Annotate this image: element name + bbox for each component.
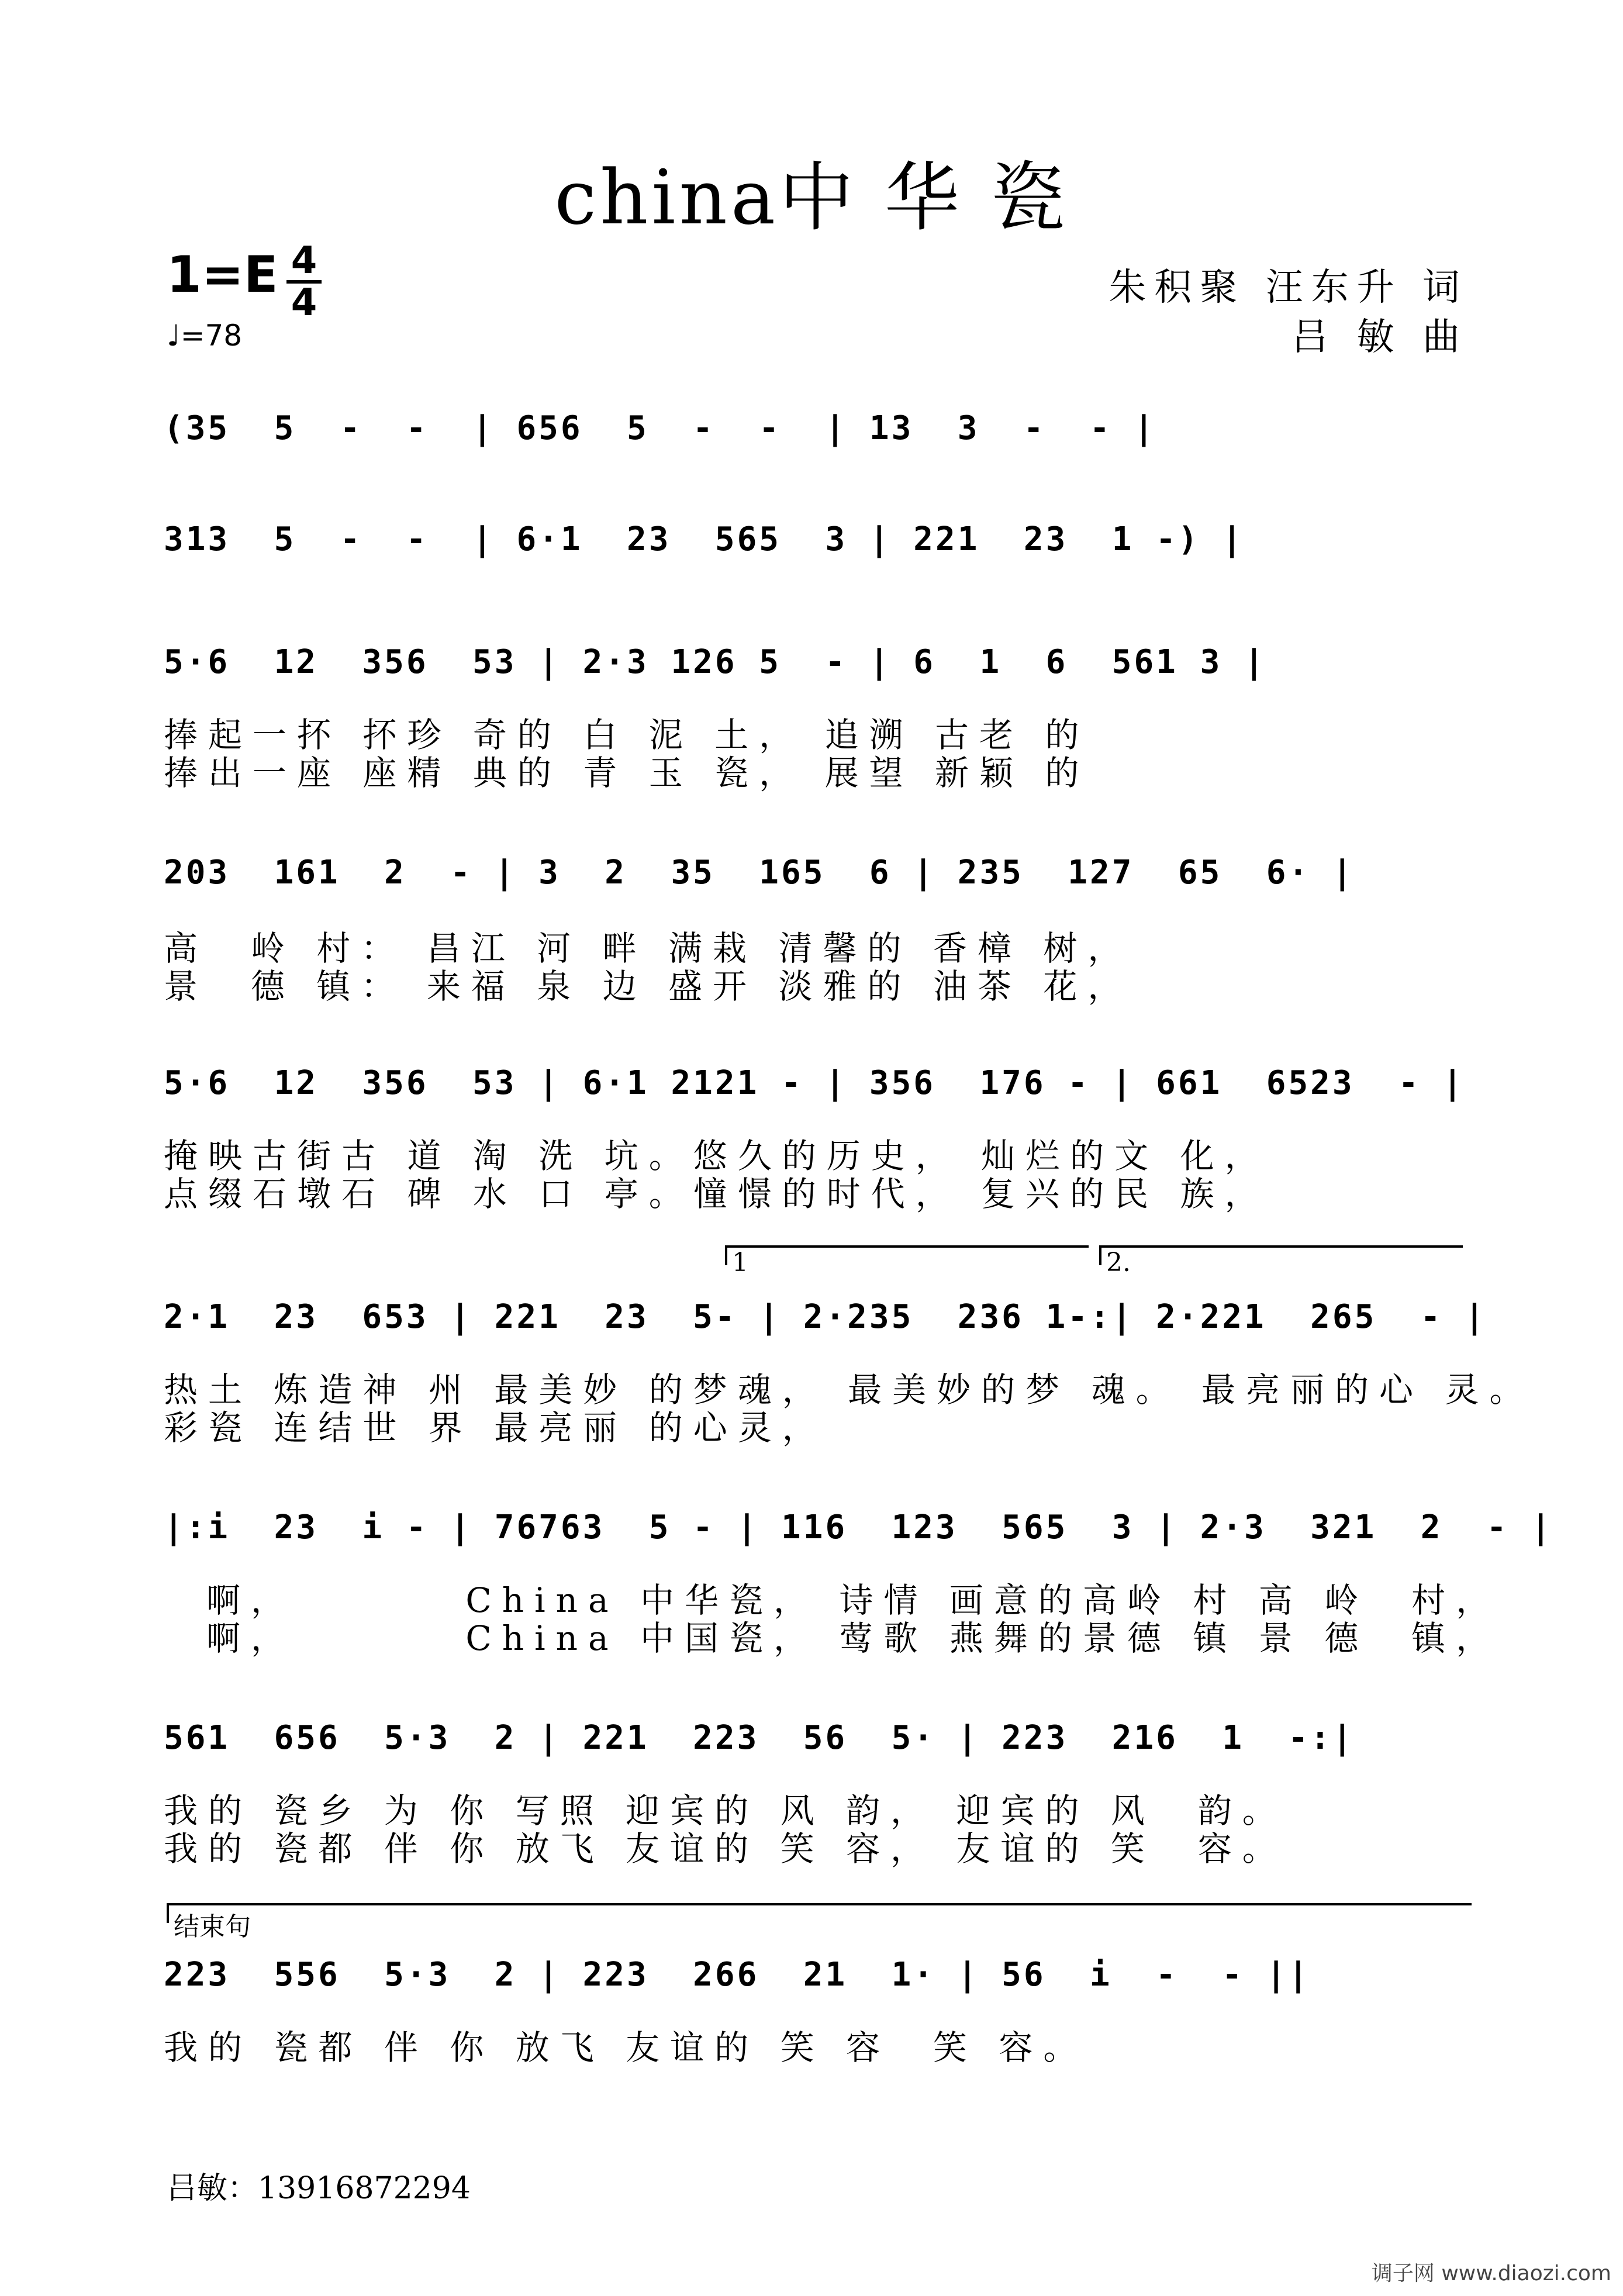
second-ending-bracket: 2. <box>1099 1245 1463 1265</box>
lyrics-verse-2: 我的 瓷都 伴 你 放飞 友谊的 笑 容， 友谊的 笑 容。 <box>164 1829 1287 1869</box>
lyrics-verse-2: 点缀石墩石 碑 水 口 亭。憧憬的时代， 复兴的民 族， <box>164 1174 1269 1214</box>
lyrics-verse-1: 热土 炼造神 州 最美妙 的梦魂， 最美妙的梦 魂。 最亮丽的心 灵。 <box>164 1370 1534 1410</box>
lyricist-credit: 朱积聚 汪东升 词 <box>1109 266 1468 309</box>
first-ending-bracket: 1 <box>725 1245 1089 1265</box>
notes: 203 161 2 - | 3 2 35 165 6 | 235 127 65 6· | <box>164 854 1355 892</box>
tempo-marking: ♩=78 <box>167 319 243 353</box>
song-title: china中 华 瓷 <box>554 154 1069 241</box>
lyrics-verse-1: 我的 瓷都 伴 你 放飞 友谊的 笑 容 笑 容。 <box>164 2028 1088 2067</box>
time-signature <box>286 239 322 324</box>
lyrics-verse-1: 啊， China 中华瓷， 诗情 画意的高岭 村 高 岭 村， <box>164 1580 1501 1620</box>
notes: (35 5 - - | 656 5 - - | 13 3 - - | <box>164 409 1156 447</box>
lyrics-verse-2: 景 德 镇： 来福 泉 边 盛开 淡雅的 油茶 花， <box>164 966 1132 1006</box>
notes: 313 5 - - | 6·1 23 565 3 | 221 23 1 -) | <box>164 520 1245 558</box>
notes: |:i 23 i - | 76763 5 - | 116 123 565 3 | 2·3 321 2 - | <box>164 1508 1553 1546</box>
notes: 561 656 5·3 2 | 221 223 56 5· | 223 216 1 -:| <box>164 1719 1355 1757</box>
lyrics-verse-2: 捧出一座 座精 典的 青 玉 瓷， 展望 新颖 的 <box>164 753 1090 793</box>
time-bottom: 4 <box>291 281 317 324</box>
site-watermark: 调子网 www.diaozi.com <box>1371 2262 1611 2285</box>
notes: 223 556 5·3 2 | 223 266 21 1· | 56 i - - || <box>164 1956 1311 1994</box>
coda-bracket: 结束句 <box>167 1903 1472 1923</box>
lyrics-verse-2: 彩瓷 连结世 界 最亮丽 的心灵， <box>164 1408 827 1448</box>
lyrics-verse-2: 啊， China 中国瓷， 莺歌 燕舞的景德 镇 景 德 镇， <box>164 1618 1501 1658</box>
lyrics-verse-1: 我的 瓷乡 为 你 写照 迎宾的 风 韵， 迎宾的 风 韵。 <box>164 1791 1287 1831</box>
notes: 5·6 12 356 53 | 6·1 2121 - | 356 176 - | 661 6523 - | <box>164 1064 1465 1102</box>
contact-footer: 吕敏：13916872294 <box>167 2171 471 2206</box>
key-signature: 1=E <box>167 246 278 304</box>
time-top: 4 <box>291 239 317 282</box>
lyrics-verse-1: 高 岭 村： 昌江 河 畔 满栽 清馨的 香樟 树， <box>164 928 1132 968</box>
notes: 2·1 23 653 | 221 23 5- | 2·235 236 1-:| 2·221 265 - | <box>164 1298 1487 1336</box>
notes: 5·6 12 356 53 | 2·3 126 5 - | 6 1 6 561 3 | <box>164 643 1266 681</box>
composer-credit: 吕 敏 曲 <box>1291 316 1468 359</box>
lyrics-verse-1: 捧起一抔 抔珍 奇的 白 泥 土， 追溯 古老 的 <box>164 715 1090 755</box>
lyrics-verse-1: 掩映古街古 道 淘 洗 坑。悠久的历史， 灿烂的文 化， <box>164 1136 1269 1176</box>
